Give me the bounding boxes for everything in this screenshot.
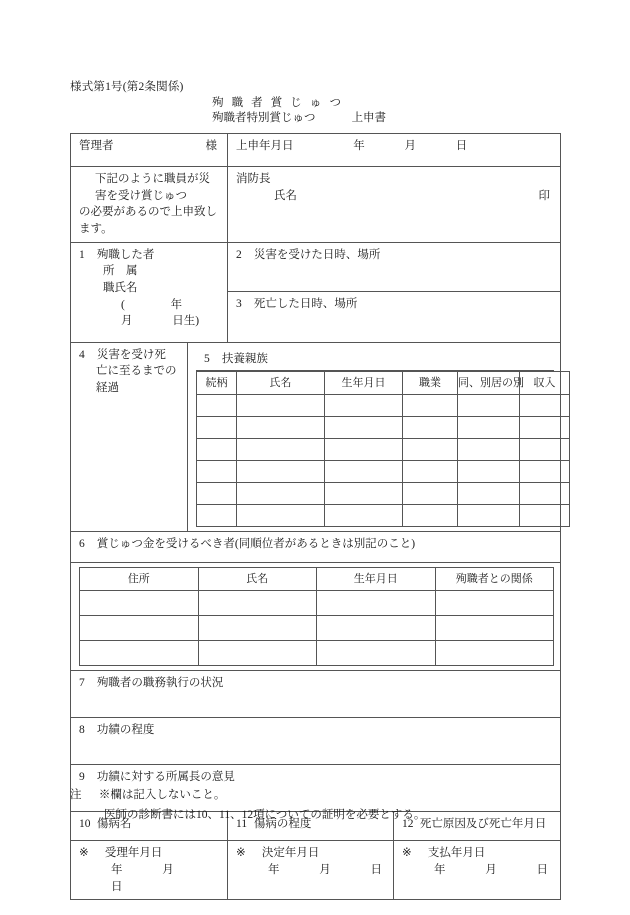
receipt-date-label: 受理年月日 xyxy=(104,847,163,860)
beneficiaries-col-name: 氏名 xyxy=(198,568,317,591)
dependents-cell[interactable] xyxy=(458,417,520,439)
section-2-label: 災害を受けた日時、場所 xyxy=(253,248,381,261)
section-4-number: 4 xyxy=(79,348,85,361)
submission-month: 月 xyxy=(404,140,416,152)
payment-year: 年 xyxy=(434,864,446,877)
dependents-cell[interactable] xyxy=(237,461,325,483)
beneficiaries-cell[interactable] xyxy=(198,616,317,641)
receipt-date-ymd xyxy=(79,862,221,895)
section-7-row xyxy=(71,671,561,718)
dependents-cell[interactable] xyxy=(325,505,403,527)
section-1-2-row xyxy=(71,242,561,291)
section-1-label: 殉職した者 xyxy=(96,248,155,261)
decision-year: 年 xyxy=(268,864,280,877)
birth-open-paren: ( xyxy=(121,298,125,311)
dependents-cell[interactable] xyxy=(458,505,520,527)
decision-date-label: 決定年月日 xyxy=(261,847,320,860)
dependents-cell[interactable] xyxy=(458,483,520,505)
section-12-number: 12 xyxy=(402,818,414,831)
section-5-title xyxy=(196,347,554,372)
beneficiaries-col-relationship: 殉職者との関係 xyxy=(435,568,554,591)
section-1-name-label: 職氏名 xyxy=(103,282,138,295)
table-row[interactable] xyxy=(80,591,554,616)
dependents-cell[interactable] xyxy=(403,439,458,461)
receipt-date-header xyxy=(79,845,221,862)
payment-day: 日 xyxy=(536,864,548,877)
section-7-cell xyxy=(71,671,561,718)
section-6-label: 賞じゅつ金を受けるべき者(同順位者があるときは別記のこと) xyxy=(96,538,416,551)
dependents-cell[interactable] xyxy=(237,439,325,461)
submission-date-cell xyxy=(228,134,561,167)
dependents-table xyxy=(196,371,570,527)
official-use-row xyxy=(71,841,561,900)
dependents-cell[interactable] xyxy=(403,461,458,483)
section-1-number: 1 xyxy=(79,248,85,261)
seal-label: 印 xyxy=(538,189,550,202)
dependents-cell[interactable] xyxy=(237,505,325,527)
title-stack xyxy=(212,96,344,126)
dependents-cell[interactable] xyxy=(403,505,458,527)
section-8-label: 功績の程度 xyxy=(96,724,155,737)
section-5-cell xyxy=(188,342,561,532)
dependents-cell[interactable] xyxy=(403,483,458,505)
dependents-cell[interactable] xyxy=(325,483,403,505)
fire-chief-cell xyxy=(228,167,561,243)
dependents-cell[interactable] xyxy=(325,439,403,461)
payment-date-header xyxy=(402,845,554,862)
section-8-number: 8 xyxy=(79,724,85,737)
dependents-cell[interactable] xyxy=(458,439,520,461)
dependents-cell[interactable] xyxy=(403,395,458,417)
document-title xyxy=(212,96,386,126)
dependents-cell[interactable] xyxy=(520,439,570,461)
chief-name-label: 氏名 xyxy=(274,189,297,202)
dependents-col-occupation: 職業 xyxy=(403,372,458,395)
decision-mark-icon: ※ xyxy=(236,847,246,860)
dependents-cell[interactable] xyxy=(237,395,325,417)
dependents-cell[interactable] xyxy=(197,439,237,461)
table-row[interactable] xyxy=(80,616,554,641)
receipt-date-cell xyxy=(71,841,228,900)
section-1-birthdate-line xyxy=(79,297,221,330)
administrator-honorific: 様 xyxy=(205,140,217,152)
section-6-title-cell xyxy=(71,532,561,563)
dependents-cell[interactable] xyxy=(458,395,520,417)
note-line-1-wrapper xyxy=(70,785,570,805)
dependents-cell[interactable] xyxy=(520,461,570,483)
beneficiaries-table xyxy=(79,567,554,666)
section-1-affiliation-label: 所 属 xyxy=(103,265,138,278)
beneficiaries-cell[interactable] xyxy=(435,591,554,616)
title-line-1: 殉 職 者 賞 じ ゅ つ xyxy=(212,97,344,109)
dependents-cell[interactable] xyxy=(237,417,325,439)
payment-mark-icon: ※ xyxy=(402,847,412,860)
payment-month: 月 xyxy=(485,864,497,877)
section-8-row xyxy=(71,718,561,765)
dependents-cell[interactable] xyxy=(403,417,458,439)
dependents-cell[interactable] xyxy=(197,483,237,505)
section-5-number: 5 xyxy=(204,352,210,365)
dependents-header-row xyxy=(197,372,570,395)
dependents-cell[interactable] xyxy=(197,461,237,483)
payment-date-ymd xyxy=(402,862,554,879)
section-12-label: 死亡原因及び死亡年月日 xyxy=(419,818,547,831)
section-6-grid-cell xyxy=(71,563,561,671)
section-1-cell xyxy=(71,242,228,342)
beneficiaries-cell[interactable] xyxy=(317,591,436,616)
dependents-col-birthdate: 生年月日 xyxy=(325,372,403,395)
dependents-cell[interactable] xyxy=(520,483,570,505)
submission-day: 日 xyxy=(455,140,468,152)
section-4-label-line-1: 災害を受け死 xyxy=(96,348,166,361)
section-4-5-row xyxy=(71,342,561,532)
dependents-cell[interactable] xyxy=(520,395,570,417)
beneficiaries-col-birthdate: 生年月日 xyxy=(317,568,436,591)
statement-cell xyxy=(71,167,228,243)
decision-date-header xyxy=(236,845,387,862)
section-8-cell xyxy=(71,718,561,765)
table-row[interactable] xyxy=(197,461,570,483)
statement-line-2: の必要があるので上申致します。 xyxy=(79,206,217,236)
section-9-label: 功績に対する所属長の意見 xyxy=(96,771,235,784)
form-code: 様式第1号(第2条関係) xyxy=(70,81,184,93)
note-line-2: 医師の診断書には10、11、12項についての証明を必要とする。 xyxy=(104,809,426,822)
beneficiaries-cell[interactable] xyxy=(80,591,199,616)
dependents-cell[interactable] xyxy=(520,417,570,439)
fire-chief-label: 消防長 xyxy=(236,173,271,185)
payment-date-label: 支払年月日 xyxy=(427,847,486,860)
table-row[interactable] xyxy=(197,395,570,417)
section-10-label: 傷病名 xyxy=(96,818,132,831)
table-row[interactable] xyxy=(197,483,570,505)
section-11-label: 傷病の程度 xyxy=(253,818,312,831)
dependents-cell[interactable] xyxy=(325,417,403,439)
section-2-cell xyxy=(228,242,561,291)
section-2-number: 2 xyxy=(236,248,242,261)
administrator-label: 管理者 xyxy=(79,140,114,152)
beneficiaries-cell[interactable] xyxy=(317,641,436,666)
dependents-cell[interactable] xyxy=(197,395,237,417)
beneficiaries-header-row xyxy=(80,568,554,591)
beneficiaries-cell[interactable] xyxy=(317,616,436,641)
dependents-cell[interactable] xyxy=(197,505,237,527)
title-suffix: 上申書 xyxy=(351,111,387,124)
dependents-cell[interactable] xyxy=(520,505,570,527)
header-row xyxy=(71,134,561,167)
beneficiaries-cell[interactable] xyxy=(80,641,199,666)
decision-day: 日 xyxy=(370,864,382,877)
section-6-title-row xyxy=(71,532,561,563)
section-5-label: 扶養親族 xyxy=(221,352,268,365)
section-9-number: 9 xyxy=(79,771,85,784)
dependents-cell[interactable] xyxy=(325,461,403,483)
beneficiaries-cell[interactable] xyxy=(80,616,199,641)
dependents-col-residence: 同、別居の別 xyxy=(458,372,520,395)
statement-row xyxy=(71,167,561,243)
table-row[interactable] xyxy=(197,505,570,527)
section-3-number: 3 xyxy=(236,297,242,310)
receipt-year: 年 xyxy=(111,864,123,877)
footer-notes xyxy=(70,785,570,825)
dependents-cell[interactable] xyxy=(458,461,520,483)
administrator-cell xyxy=(71,134,228,167)
receipt-month: 月 xyxy=(162,864,174,877)
note-lead-label: 注 xyxy=(70,789,82,801)
beneficiaries-cell[interactable] xyxy=(435,641,554,666)
payment-date-cell xyxy=(394,841,561,900)
beneficiaries-cell[interactable] xyxy=(435,616,554,641)
dependents-cell[interactable] xyxy=(325,395,403,417)
note-line-1: ※欄は記入しないこと。 xyxy=(98,789,226,801)
section-6-grid-row xyxy=(71,563,561,671)
dependents-cell[interactable] xyxy=(197,417,237,439)
dependents-col-name: 氏名 xyxy=(237,372,325,395)
section-4-label-line-3: 経過 xyxy=(96,382,119,395)
section-7-number: 7 xyxy=(79,677,85,690)
dependents-col-relation: 続柄 xyxy=(197,372,237,395)
title-line-2: 殉職者特別賞じゅつ xyxy=(212,111,316,124)
section-3-cell xyxy=(228,291,561,342)
submission-year: 年 xyxy=(353,140,365,152)
section-7-label: 殉職者の職務執行の状況 xyxy=(96,677,224,690)
birth-year: 年 xyxy=(170,298,183,311)
receipt-day: 日 xyxy=(111,880,123,893)
section-6-number: 6 xyxy=(79,538,85,551)
submission-date-label: 上申年月日 xyxy=(236,140,294,152)
table-row[interactable] xyxy=(197,417,570,439)
section-11-number: 11 xyxy=(236,818,248,831)
receipt-mark-icon: ※ xyxy=(79,847,89,860)
dependents-cell[interactable] xyxy=(237,483,325,505)
section-4-cell xyxy=(71,342,188,532)
birth-day-close: 日生) xyxy=(172,315,200,328)
decision-month: 月 xyxy=(319,864,331,877)
section-4-label-line-2: 亡に至るまでの xyxy=(96,365,177,378)
beneficiaries-cell[interactable] xyxy=(198,591,317,616)
beneficiaries-cell[interactable] xyxy=(198,641,317,666)
section-10-number: 10 xyxy=(79,818,91,831)
table-row[interactable] xyxy=(197,439,570,461)
decision-date-ymd xyxy=(236,862,387,879)
decision-date-cell xyxy=(228,841,394,900)
birth-month: 月 xyxy=(121,315,133,328)
section-3-label: 死亡した日時、場所 xyxy=(253,297,358,310)
statement-line-1: 下記のように職員が災害を受け賞じゅつ xyxy=(95,173,210,202)
beneficiaries-col-address: 住所 xyxy=(80,568,199,591)
table-row[interactable] xyxy=(80,641,554,666)
dependents-col-income: 収入 xyxy=(520,372,570,395)
